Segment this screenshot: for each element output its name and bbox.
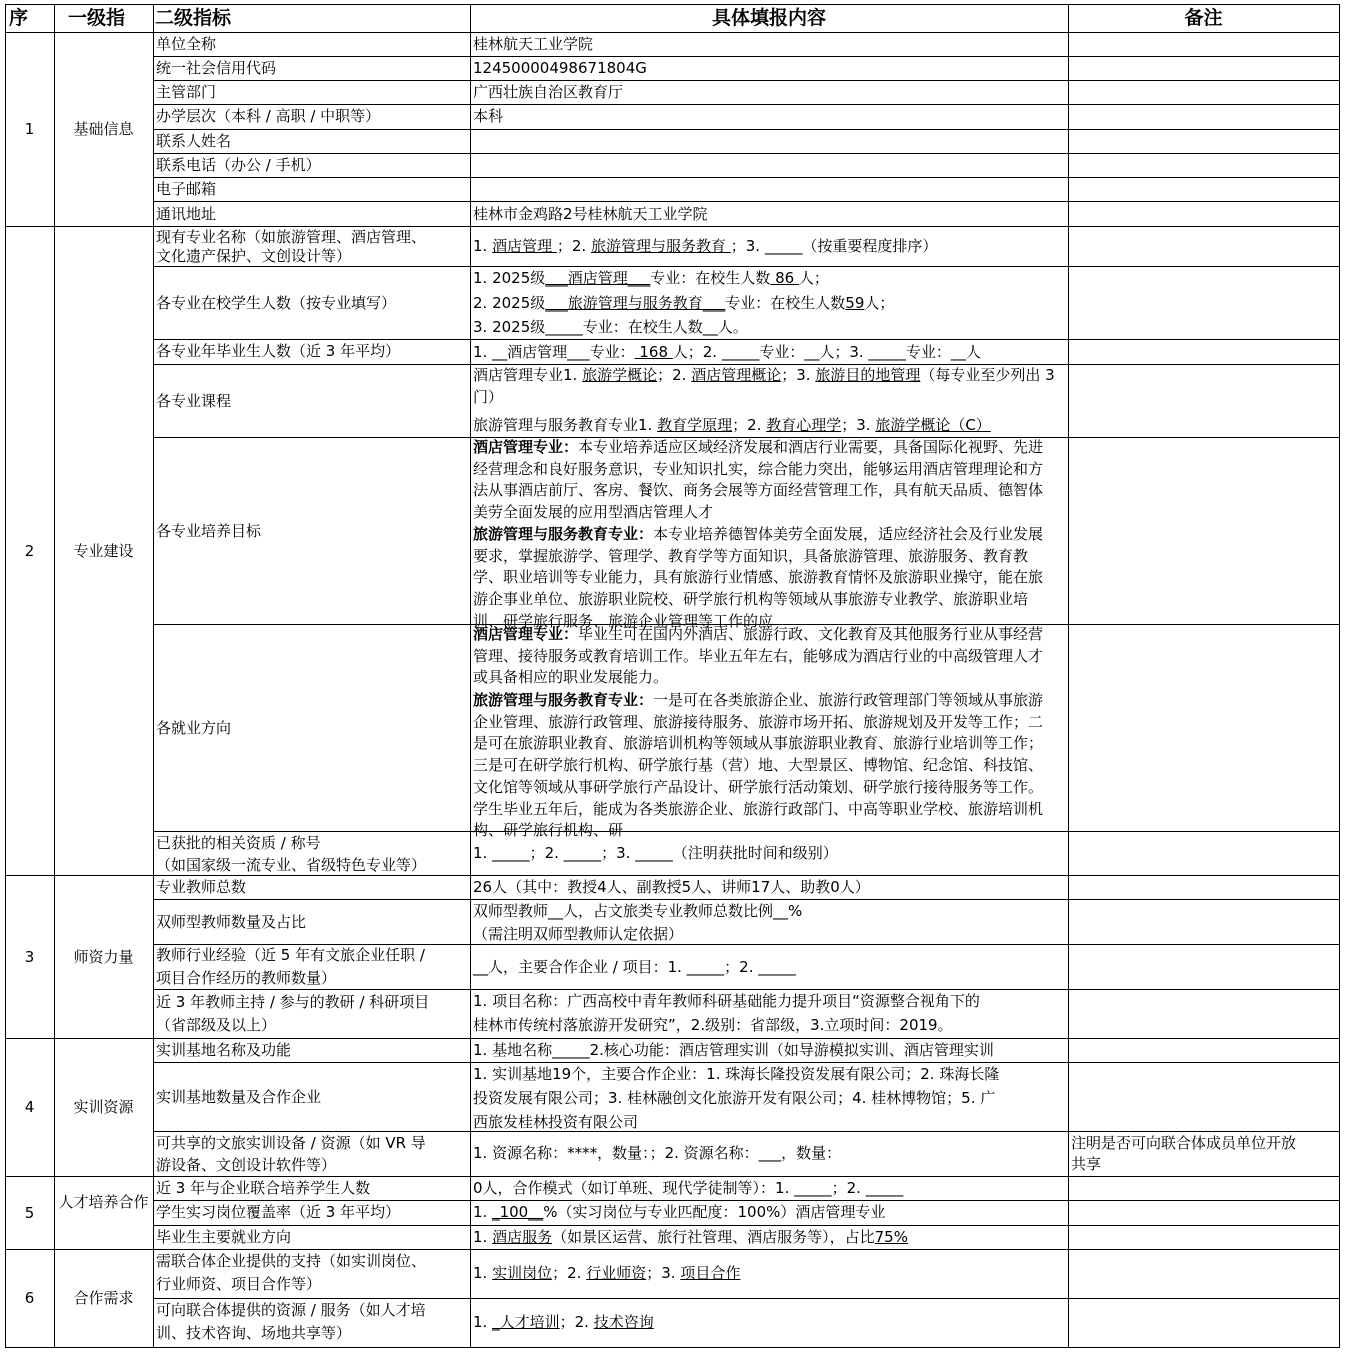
- value-part: ；3.: [781, 366, 816, 384]
- grid-line: [153, 1298, 1340, 1299]
- section-number: 2: [24, 542, 35, 560]
- grid-line: [153, 153, 1340, 154]
- grid-line: [470, 4, 471, 1348]
- grid-line: [153, 339, 1340, 340]
- employment-hotel: [473, 624, 1057, 690]
- field-value: 26人（其中：教授4人、副教授5人、讲师17人、助教0人）: [473, 878, 870, 896]
- indicator-label: 各专业培养目标: [156, 522, 262, 540]
- indicator-label: 各专业在校学生人数（按专业填写）: [156, 294, 397, 312]
- field-value: 12450000498671804G: [473, 59, 647, 77]
- value-part: 实训岗位: [492, 1264, 553, 1282]
- value-part: （每专业至少列出 3 门）: [473, 366, 1055, 406]
- field-value: [473, 1313, 654, 1331]
- value-part: _人才培训: [492, 1313, 560, 1331]
- value-part: 酒店管理专业：: [473, 625, 579, 643]
- section-number: 4: [24, 1098, 35, 1116]
- value-part: 86: [770, 269, 799, 287]
- indicator-label: 统一社会信用代码: [156, 59, 277, 77]
- indicator-label: 文化遗产保护、文创设计等）: [156, 247, 352, 265]
- indicator-label: 游设备、文创设计软件等）: [156, 1156, 337, 1174]
- field-value: [473, 416, 991, 434]
- value-part: 酒店管理概论: [691, 366, 782, 384]
- field-value: 广西壮族自治区教育厅: [473, 83, 624, 101]
- grid-line: [153, 104, 1340, 105]
- value-part: 1.: [473, 1264, 493, 1282]
- value-part: ___酒店管理___: [545, 269, 651, 287]
- grid-line: [5, 226, 1340, 227]
- value-part: （如景区运营、旅行社管理、酒店服务等），占比: [552, 1228, 875, 1246]
- value-part: 2. 2025级: [473, 294, 546, 312]
- grid-line: [153, 1225, 1340, 1226]
- field-value: [473, 1228, 908, 1246]
- grid-line: [153, 899, 1340, 900]
- section-number: 1: [24, 120, 35, 138]
- value-part: 项目合作: [680, 1264, 741, 1282]
- grid-line: [153, 201, 1340, 202]
- header-content: 具体填报内容: [711, 7, 826, 29]
- grid-line: [153, 56, 1340, 57]
- section-name: 合作需求: [73, 1289, 134, 1307]
- grid-line: [153, 129, 1340, 130]
- indicator-label: （如国家级一流专业、省级特色专业等）: [156, 856, 427, 874]
- value-part: ；3. _____（按重要程度排序）: [730, 237, 938, 255]
- field-value: 桂林市传统村落旅游开发研究”，2.级别：省部级，3.立项时间：2019。: [473, 1016, 953, 1034]
- indicator-label: 毕业生主要就业方向: [156, 1228, 292, 1246]
- indicator-label: 联系电话（办公 / 手机）: [156, 156, 321, 174]
- value-part: 技术咨询: [593, 1313, 654, 1331]
- value-part: ___旅游管理与服务教育___: [545, 294, 726, 312]
- indicator-label: 可向联合体提供的资源 / 服务（如人才培: [156, 1301, 426, 1319]
- grid-line: [153, 989, 1340, 990]
- training-goal-hotel: [473, 437, 1057, 524]
- indicator-label: 专业教师总数: [156, 878, 247, 896]
- indicator-label: 已获批的相关资质 / 称号: [156, 834, 321, 852]
- value-part: ；2.: [556, 237, 591, 255]
- value-part: 旅游管理与服务教育专业：: [473, 691, 654, 709]
- indicator-label: 近 3 年教师主持 / 参与的教研 / 科研项目: [156, 993, 430, 1011]
- grid-line: [54, 4, 55, 1348]
- indicator-label: 项目合作经历的教师数量）: [156, 969, 337, 987]
- value-part: 旅游学概论: [582, 366, 658, 384]
- indicator-label: 现有专业名称（如旅游管理、酒店管理、: [156, 228, 427, 246]
- indicator-label: 教师行业经验（近 5 年有文旅企业任职 /: [156, 946, 425, 964]
- indicator-label: 办学层次（本科 / 高职 / 中职等）: [156, 107, 381, 125]
- grid-line: [153, 831, 1340, 832]
- field-value: 投资发展有限公司；3. 桂林融创文化旅游开发有限公司；4. 桂林博物馆；5. 广: [473, 1089, 996, 1107]
- value-part: 59: [845, 294, 865, 312]
- header-remark: 备注: [1184, 7, 1223, 29]
- indicator-label: 电子邮箱: [156, 180, 217, 198]
- remark-text: 共享: [1071, 1155, 1102, 1173]
- value-part: 人；: [864, 294, 895, 312]
- value-part: ；2.: [552, 1264, 587, 1282]
- indicator-label: 各专业课程: [156, 392, 232, 410]
- field-value: [473, 237, 937, 255]
- indicator-label: 训、技术咨询、场地共享等）: [156, 1324, 352, 1342]
- indicator-label: 行业师资、项目合作等）: [156, 1275, 322, 1293]
- header-seq: 序: [9, 7, 29, 29]
- value-part: _100__: [492, 1203, 544, 1221]
- remark-text: 注明是否可向联合体成员单位开放: [1071, 1134, 1297, 1152]
- value-part: 专业：在校生人数: [650, 269, 771, 287]
- grid-line: [5, 4, 6, 1348]
- value-part: ；2.: [559, 1313, 594, 1331]
- grid-line: [153, 1062, 1340, 1063]
- value-part: ；2.: [732, 416, 767, 434]
- field-value: 西旅发桂林投资有限公司: [473, 1113, 639, 1131]
- value-part: 1.: [473, 1228, 493, 1246]
- employment-tourism: [473, 690, 1057, 840]
- value-part: 本专业培养德智体美劳全面发展，适应经济社会及行业发展要求，掌握旅游学、管理学、教育学等方面知识，具备旅游管理、旅游服务、教育教学、职业培训等专业能力，具有旅游行业情感、旅游教育情怀及旅游职业操守，能在旅游企事业单位、旅游职业院校、研学旅行机构等领域从事旅游专业教学、旅游职业培训、研学旅行服务、旅游企业管理等工作的应: [473, 525, 1044, 630]
- value-part: 旅游管理与服务教育: [590, 237, 731, 255]
- value-part: 旅游管理与服务教育专业1.: [473, 416, 658, 434]
- value-part: 旅游目的地管理: [815, 366, 921, 384]
- value-part: 毕业生可在国内外酒店、旅游行政、文化教育及其他服务行业从事经营管理、接待服务或教育培训工作。毕业五年左右，能够成为酒店行业的中高级管理人才或具备相应的职业发展能力。: [473, 625, 1044, 687]
- indicator-label: 可共享的文旅实训设备 / 资源（如 VR 导: [156, 1134, 426, 1152]
- indicator-label: 实训基地名称及功能: [156, 1041, 292, 1059]
- grid-line: [153, 80, 1340, 81]
- grid-line: [5, 1347, 1340, 1348]
- field-value: [473, 1203, 885, 1221]
- field-value: 桂林市金鸡路2号桂林航天工业学院: [473, 205, 708, 223]
- field-value: （需注明双师型教师认定依据）: [473, 925, 684, 943]
- field-value: 1. 实训基地19个，主要合作企业：1. 珠海长隆投资发展有限公司；2. 珠海长隆: [473, 1065, 1000, 1083]
- field-value: 本科: [473, 107, 504, 125]
- field-value: 双师型教师__人，占文旅类专业教师总数比例__%: [473, 902, 803, 920]
- section-name: 实训资源: [73, 1098, 134, 1116]
- value-part: 酒店管理: [492, 237, 557, 255]
- indicator-label: 需联合体企业提供的支持（如实训岗位、: [156, 1252, 427, 1270]
- field-value: [473, 343, 981, 361]
- value-part: ；3.: [646, 1264, 681, 1282]
- grid-line: [5, 1249, 1340, 1250]
- field-value: [473, 294, 894, 312]
- value-part: 一是可在各类旅游企业、旅游行政管理部门等领域从事旅游企业管理、旅游行政管理、旅游接待服务、旅游市场开拓、旅游规划及开发等工作；二是可在旅游职业教育、旅游培训机构等领域从事旅游职业教育、旅游行业培训等工作；三是可在研学旅行机构、研学旅行基（营）地、大型景区、博物馆、纪念馆、科技馆、文化馆等领域从事研学旅行产品设计、研学旅行活动策划、研学旅行接待服务等工作。学生毕业五年后，能成为各类旅游企业、旅游行政部门、中高等职业学校、旅游培训机构、研学旅行机构、研: [473, 691, 1044, 840]
- value-part: 人；: [798, 269, 829, 287]
- grid-line: [5, 875, 1340, 876]
- value-part: 168: [634, 343, 673, 361]
- field-value: 1. 项目名称：广西高校中青年教师科研基础能力提升项目“资源整合视角下的: [473, 992, 980, 1010]
- value-part: 酒店管理专业1.: [473, 366, 583, 384]
- grid-line: [153, 1131, 1340, 1132]
- field-value: [473, 1264, 740, 1282]
- value-part: 本专业培养适应区域经济发展和酒店行业需要，具备国际化视野、先进经营理念和良好服务意识，专业知识扎实，综合能力突出，能够运用酒店管理理论和方法从事酒店前厅、客房、餐饮、商务会展等方面经营管理工作，具有航天品质、德智体美劳全面发展的应用型酒店管理人才: [473, 438, 1044, 522]
- field-value: __人，主要合作企业 / 项目：1. _____；2. _____: [473, 958, 796, 976]
- indicator-label: 实训基地数量及合作企业: [156, 1088, 322, 1106]
- value-part: 旅游管理与服务教育专业：: [473, 525, 654, 543]
- value-part: 1. __酒店管理___专业：: [473, 343, 635, 361]
- value-part: 1. 2025级: [473, 269, 546, 287]
- section-name: 人才培养合作: [58, 1193, 149, 1211]
- indicator-label: 学生实习岗位覆盖率（近 3 年平均）: [156, 1203, 401, 1221]
- grid-line: [153, 944, 1340, 945]
- field-value: [473, 365, 1057, 411]
- section-name: 基础信息: [73, 120, 134, 138]
- grid-line: [153, 177, 1340, 178]
- field-value: [473, 269, 829, 287]
- grid-line: [1068, 4, 1069, 1348]
- grid-line: [1339, 4, 1340, 1348]
- grid-line: [153, 4, 154, 1348]
- value-part: 1.: [473, 1313, 493, 1331]
- value-part: 酒店管理专业：: [473, 438, 579, 456]
- training-goal-tourism: [473, 524, 1057, 630]
- value-part: 教育心理学: [766, 416, 842, 434]
- indicator-label: 近 3 年与企业联合培养学生人数: [156, 1179, 371, 1197]
- field-value: 0人，合作模式（如订单班、现代学徒制等）：1. _____；2. _____: [473, 1179, 904, 1197]
- section-number: 3: [24, 948, 35, 966]
- indicator-label: 各专业年毕业生人数（近 3 年平均）: [156, 342, 401, 360]
- indicator-label: 通讯地址: [156, 205, 217, 223]
- header-level2: 二级指标: [155, 7, 232, 29]
- section-number: 6: [24, 1289, 35, 1307]
- value-part: 75%: [874, 1228, 908, 1246]
- grid-line: [153, 266, 1340, 267]
- indicator-label: 双师型教师数量及占比: [156, 913, 307, 931]
- value-part: %（实习岗位与专业匹配度：100%）酒店管理专业: [543, 1203, 886, 1221]
- field-value: 3. 2025级_____专业：在校生人数__人。: [473, 318, 748, 336]
- section-name: 专业建设: [73, 542, 134, 560]
- section-number: 5: [24, 1204, 35, 1222]
- grid-line: [5, 1176, 1340, 1177]
- value-part: 酒店服务: [492, 1228, 553, 1246]
- indicator-label: 主管部门: [156, 83, 217, 101]
- value-part: 专业：在校生人数: [725, 294, 846, 312]
- value-part: 1.: [473, 237, 493, 255]
- indicator-label: 联系人姓名: [156, 132, 232, 150]
- section-name: 师资力量: [73, 948, 134, 966]
- value-part: ；2.: [657, 366, 692, 384]
- value-part: 行业师资: [586, 1264, 647, 1282]
- value-part: 教育学原理: [657, 416, 733, 434]
- header-level1: 一级指: [68, 7, 126, 29]
- indicator-label: （省部级及以上）: [156, 1016, 277, 1034]
- value-part: ；3.: [841, 416, 876, 434]
- grid-line: [153, 1200, 1340, 1201]
- field-value: 1. _____；2. _____；3. _____（注明获批时间和级别）: [473, 844, 838, 862]
- field-value: 1. 基地名称_____2.核心功能：酒店管理实训（如导游模拟实训、酒店管理实训: [473, 1041, 994, 1059]
- grid-line: [5, 1038, 1340, 1039]
- field-value: 桂林航天工业学院: [473, 35, 594, 53]
- indicator-label: 单位全称: [156, 35, 217, 53]
- value-part: 旅游学概论（C）: [875, 416, 991, 434]
- value-part: 1.: [473, 1203, 493, 1221]
- field-value: 1. 资源名称：****，数量：；2. 资源名称：___，数量：: [473, 1144, 842, 1162]
- indicator-label: 各就业方向: [156, 719, 232, 737]
- value-part: 人；2. _____专业：__人；3. _____专业：__人: [672, 343, 981, 361]
